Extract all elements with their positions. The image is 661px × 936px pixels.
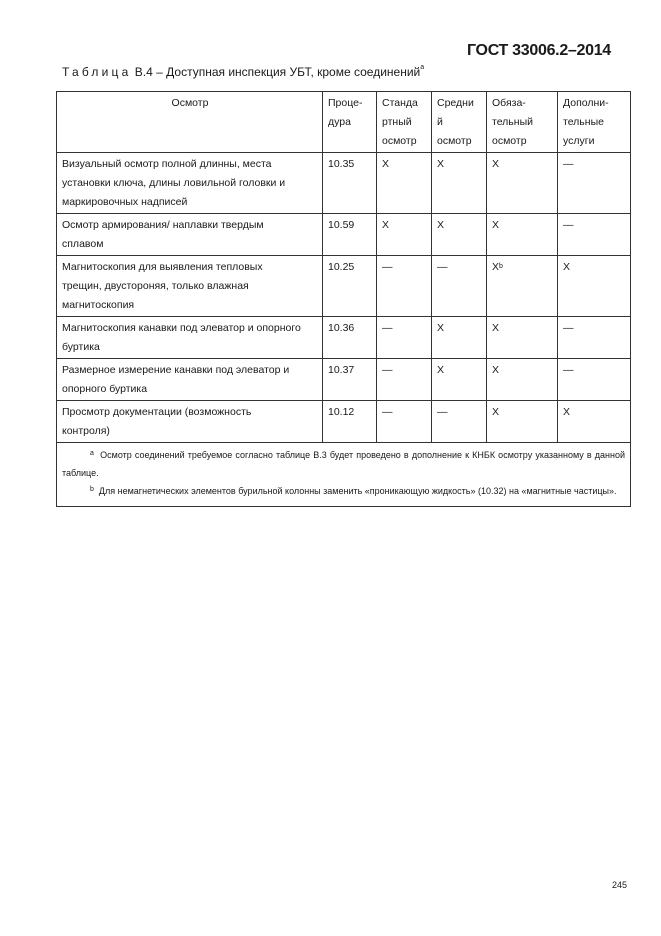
cell-mandatory-value: X [492,158,500,170]
cell-inspection [57,317,323,359]
table-header-row [57,92,631,153]
header-medium-line: осмотр [437,135,472,147]
cell-mandatory [487,214,558,256]
table-row [57,359,631,401]
cell-inspection-line: Размерное измерение канавки под элеватор и [62,364,290,376]
cell-standard: — [377,317,432,359]
cell-mandatory-value: X [492,219,500,231]
inspection-table [56,91,631,507]
header-additional [558,92,631,153]
table-row [57,214,631,256]
cell-mandatory [487,359,558,401]
cell-medium: X [432,359,487,401]
cell-procedure: 10.12 [323,401,377,443]
header-mandatory [487,92,558,153]
header-additional-line: услуги [563,135,595,147]
cell-procedure: 10.25 [323,256,377,317]
footnote-b [62,482,625,500]
cell-inspection-line: сплавом [62,238,104,250]
cell-procedure: 10.59 [323,214,377,256]
cell-additional: X [558,256,631,317]
table-row [57,317,631,359]
table-caption-footnote-mark: а [420,64,425,71]
document-code: ГОСТ 33006.2–2014 [467,42,611,59]
cell-medium: — [432,401,487,443]
header-mandatory-line: тельный [492,116,533,128]
cell-mandatory-mark: b [499,263,503,270]
cell-mandatory [487,317,558,359]
table-footnotes-row [57,443,631,507]
header-procedure-line: Проце- [328,97,363,109]
cell-inspection-line: контроля) [62,425,110,437]
cell-additional: X [558,401,631,443]
page-number: 245 [612,880,628,890]
table-row [57,401,631,443]
header-standard [377,92,432,153]
footnote-b-text: Для немагнетических элементов бурильной колонны заменить «проникающую жидкость» (10.32) на «магнитные частицы». [98,486,617,496]
cell-inspection-line: Магнитоскопия канавки под элеватор и опорного [62,322,301,334]
cell-inspection [57,401,323,443]
header-medium [432,92,487,153]
header-procedure-line: дура [328,116,351,128]
header-medium-line: Средни [437,97,474,109]
cell-medium: — [432,256,487,317]
cell-inspection-line: Магнитоскопия для выявления тепловых [62,261,263,273]
header-additional-line: Дополни- [563,97,609,109]
table-caption-label: Таблица [62,65,132,79]
cell-additional: — [558,214,631,256]
cell-standard: X [377,153,432,214]
cell-mandatory [487,256,558,317]
header-mandatory-line: Обяза- [492,97,526,109]
cell-procedure: 10.36 [323,317,377,359]
table-row [57,256,631,317]
footnote-b-mark: b [90,486,94,493]
cell-inspection-line: установки ключа, длины ловильной головки и [62,177,286,189]
table-caption-text: В.4 – Доступная инспекция УБТ, кроме соединений [134,65,421,79]
table-row [57,153,631,214]
cell-mandatory-value: X [492,261,500,273]
cell-inspection-line: опорного буртика [62,383,148,395]
cell-medium: X [432,214,487,256]
cell-inspection-line: Просмотр документации (возможность [62,406,252,418]
cell-standard: X [377,214,432,256]
cell-mandatory-value: X [492,322,500,334]
header-medium-line: й [437,116,443,128]
header-standard-line: Станда [382,97,418,109]
cell-standard: — [377,256,432,317]
cell-inspection-line: Визуальный осмотр полной длинны, места [62,158,272,170]
header-additional-line: тельные [563,116,604,128]
cell-medium: X [432,317,487,359]
cell-additional: — [558,359,631,401]
header-inspection: Осмотр [57,92,323,153]
cell-inspection-line: маркировочных надписей [62,196,188,208]
cell-inspection-line: Осмотр армирования/ наплавки твердым [62,219,264,231]
footnote-a [62,446,625,482]
cell-procedure: 10.37 [323,359,377,401]
cell-inspection [57,256,323,317]
cell-inspection-line: буртика [62,341,100,353]
cell-inspection-line: магнитоскопия [62,299,135,311]
header-mandatory-line: осмотр [492,135,527,147]
cell-mandatory-value: X [492,364,500,376]
table-caption [62,65,424,79]
cell-standard: — [377,359,432,401]
cell-inspection-line: трещин, двустороняя, только влажная [62,280,249,292]
cell-inspection [57,359,323,401]
header-procedure [323,92,377,153]
cell-inspection [57,153,323,214]
cell-mandatory [487,401,558,443]
header-standard-line: ртный [382,116,412,128]
cell-inspection [57,214,323,256]
cell-medium: X [432,153,487,214]
cell-mandatory-value: X [492,406,500,418]
cell-additional: — [558,317,631,359]
footnote-a-mark: а [90,450,94,457]
header-standard-line: осмотр [382,135,417,147]
footnote-a-text: Осмотр соединений требуемое согласно таблице В.3 будет проведено в дополнение к КНБК осмотру указанному в данной таблице. [62,450,625,478]
cell-mandatory [487,153,558,214]
cell-additional: — [558,153,631,214]
table-footnotes [57,443,631,507]
cell-standard: — [377,401,432,443]
cell-procedure: 10.35 [323,153,377,214]
